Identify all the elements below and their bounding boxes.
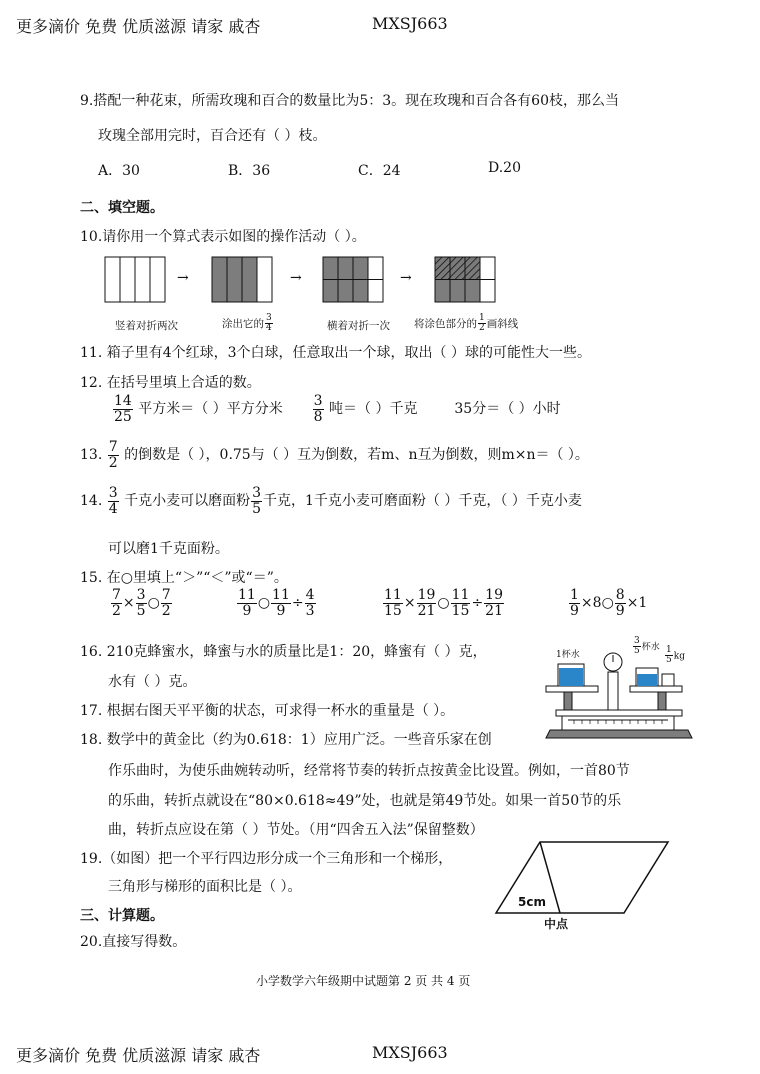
q15-expr-3 — [382, 588, 505, 618]
fraction: $\frac{11}{15}$ — [451, 587, 470, 619]
question-19-line1: 19.（如图）把一个平行四边形分成一个三角形和一个梯形， — [80, 851, 453, 867]
arrow-2: → — [290, 270, 302, 286]
operator: ÷ — [471, 595, 484, 612]
operator: ×8 — [580, 595, 602, 612]
operator: × — [122, 595, 135, 612]
question-15: 15. 在○里填上“＞”“＜”或“＝”。 — [80, 570, 288, 586]
question-18-line1: 18. 数学中的黄金比（约为0.618：1）应用广泛。一些音乐家在创 — [80, 732, 492, 748]
arrow-3: → — [400, 270, 412, 286]
scale-right-text: 杯水 — [641, 642, 660, 653]
scale-weight-label — [664, 646, 685, 666]
fraction: $\frac{1}{5}$ — [666, 645, 672, 666]
question-9-line2: 玫瑰全部用完时，百合还有（ ）枝。 — [98, 128, 327, 144]
fraction: $\frac{19}{21}$ — [417, 587, 436, 619]
q13-number: 13. — [80, 447, 103, 464]
compare-circle[interactable]: ○ — [601, 595, 614, 612]
figure-step-2 — [212, 257, 272, 302]
fraction: $\frac{7}{2}$ — [108, 439, 118, 471]
figure-step-3 — [323, 257, 383, 302]
fraction: $\frac{3}{5}$ — [252, 485, 262, 517]
page-footer: 小学数学六年级期中试题第 2 页 共 4 页 — [256, 974, 471, 988]
scale-kg: kg — [673, 651, 685, 662]
operator: × — [403, 595, 416, 612]
question-11: 11. 箱子里有4个红球，3个白球，任意取出一个球，取出（ ）球的可能性大一些。 — [80, 345, 591, 361]
fraction: $\frac{11}{15}$ — [384, 587, 402, 619]
fraction: $\frac{7}{2}$ — [161, 587, 171, 619]
question-9-line1: 9.搭配一种花束，所需玫瑰和百合的数量比为5：3。现在玫瑰和百合各有60枝，那么当 — [80, 93, 619, 109]
question-14-line2: 可以磨1千克面粉。 — [108, 541, 229, 557]
question-18-line3: 的乐曲，转折点就设在“80×0.618≈49”处，也就是第49节处。如果一首50节的乐 — [108, 793, 622, 809]
fraction: $\frac{3}{8}$ — [313, 393, 323, 425]
compare-circle[interactable]: ○ — [437, 595, 450, 612]
fraction: $\frac{4}{3}$ — [305, 587, 315, 619]
question-12: 12. 在括号里填上合适的数。 — [80, 375, 261, 391]
question-13 — [80, 440, 589, 470]
scale-left-label: 1杯水 — [556, 650, 580, 660]
caption-step-2-text: 涂出它的 — [222, 317, 264, 330]
q15-expr-1 — [110, 588, 173, 618]
fraction: $\frac{8}{9}$ — [615, 587, 625, 619]
figure-step-1 — [105, 257, 165, 302]
q15-expr-2 — [236, 588, 317, 618]
fraction: $\frac{11}{9}$ — [238, 587, 256, 619]
option-d: D.20 — [488, 160, 521, 176]
question-18-line2: 作乐曲时，为使乐曲婉转动听，经常将节奏的转折点按黄金比设置。例如，一首80节 — [108, 763, 630, 779]
fraction: $\frac{3}{5}$ — [634, 636, 640, 657]
fraction: $\frac{7}{2}$ — [112, 587, 121, 619]
operator: ÷ — [291, 595, 304, 612]
q13-text: 的倒数是（ ），0.75与（ ）互为倒数，若m、n互为倒数，则m×n＝（ ）。 — [124, 447, 589, 464]
question-16-line1: 16. 210克蜂蜜水，蜂蜜与水的质量比是1：20，蜂蜜有（ ）克， — [80, 644, 487, 660]
q15-expr-4 — [568, 588, 647, 618]
question-20: 20.直接写得数。 — [80, 934, 187, 950]
question-10: 10.请你用一个算式表示如图的操作活动（ ）。 — [80, 229, 366, 245]
fraction: $\frac{1}{9}$ — [570, 587, 579, 619]
operator: ×1 — [626, 595, 648, 612]
q14-number: 14. — [80, 493, 103, 510]
fraction: $\frac{3}{4}$ — [266, 313, 272, 334]
compare-circle[interactable]: ○ — [147, 595, 160, 612]
header-code: MXSJ663 — [372, 14, 448, 33]
caption-step-3: 横着对折一次 — [327, 320, 390, 332]
fraction: $\frac{3}{4}$ — [108, 485, 118, 517]
q14-text1: 千克小麦可以磨面粉 — [124, 493, 251, 510]
option-c: C．24 — [358, 163, 401, 179]
caption-step-4-text: 将涂色部分的 — [414, 317, 477, 330]
bottom-ad-text: 更多滴价 免费 优质滋源 请家 戚杏 — [16, 1046, 261, 1065]
fraction: $\frac{14}{25}$ — [114, 393, 132, 425]
q14-text2: 千克，1千克小麦可磨面粉（ ）千克，（ ）千克小麦 — [263, 493, 582, 510]
question-17: 17. 根据右图天平平衡的状态，可求得一杯水的重量是（ ）。 — [80, 703, 455, 719]
header-ad-text: 更多滴价 免费 优质滋源 请家 戚杏 — [16, 17, 261, 36]
compare-circle[interactable]: ○ — [257, 595, 271, 612]
bottom-code: MXSJ663 — [372, 1043, 448, 1062]
question-16-line2: 水有（ ）克。 — [108, 674, 197, 690]
question-12-items — [112, 394, 561, 424]
fraction: $\frac{1}{2}$ — [479, 313, 485, 334]
question-18-line4: 曲，转折点应设在第（ ）节处。（用“四舍五入法”保留整数） — [108, 822, 484, 838]
fraction: $\frac{19}{21}$ — [485, 587, 503, 619]
option-b: B．36 — [228, 163, 271, 179]
caption-step-2 — [222, 314, 274, 334]
figure-step-4 — [435, 257, 495, 302]
q12-part3: 35分＝（ ）小时 — [454, 401, 561, 418]
question-19-line2: 三角形与梯形的面积比是（ ）。 — [108, 879, 302, 895]
caption-step-4-tail: 画斜线 — [486, 317, 519, 330]
caption-step-1: 竖着对折两次 — [115, 320, 178, 332]
folding-figure — [100, 252, 520, 312]
scale-right-label — [632, 637, 660, 657]
fraction: $\frac{11}{9}$ — [272, 587, 290, 619]
question-14 — [80, 486, 582, 516]
section-2-title: 二、填空题。 — [80, 200, 164, 216]
section-3-title: 三、计算题。 — [80, 908, 164, 924]
caption-step-4 — [414, 314, 518, 334]
option-a: A．30 — [98, 163, 140, 179]
label-5cm: 5cm — [518, 895, 546, 909]
q12-part2: 吨＝（ ）千克 — [329, 401, 418, 418]
fraction: $\frac{3}{5}$ — [136, 587, 146, 619]
arrow-1: → — [177, 270, 189, 286]
q12-part1: 平方米＝（ ）平方分米 — [138, 401, 283, 418]
label-midpoint: 中点 — [544, 917, 569, 931]
